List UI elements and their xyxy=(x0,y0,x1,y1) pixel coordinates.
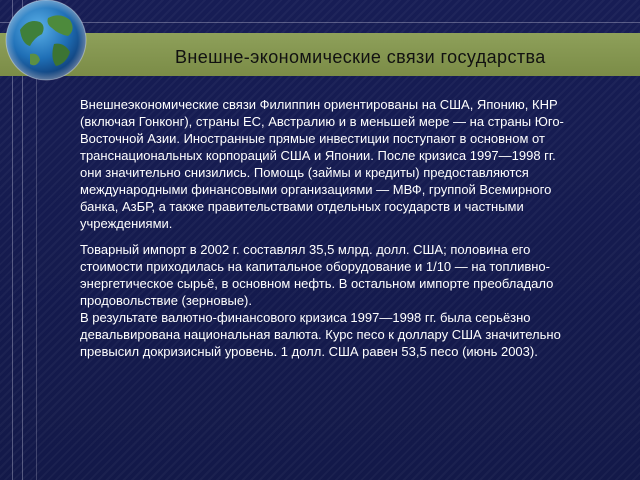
slide-body xyxy=(80,96,580,360)
slide-title: Внешне-экономические связи государства xyxy=(175,47,546,67)
paragraph-currency: В результате валютно-финансового кризиса 1997—1998 гг. была серьёзно девальвирована национальная валюта. Курс песо к доллару США значительно превысил докризисный уровень. 1 долл. США равен 53,5 песо (июнь 2003). xyxy=(80,310,561,359)
paragraph-imports: Товарный импорт в 2002 г. составлял 35,5 млрд. долл. США; половина его стоимости приходилась на капитальное оборудование и 1/10 — на топливно-энергетическое сырьё, в основном нефть. В остальном импорте преобладало продовольствие (зерновые). xyxy=(80,242,554,308)
paragraph-foreign-relations: Внешнеэкономические связи Филиппин ориентированы на США, Японию, КНР (включая Гонконг), страны ЕС, Австралию и в меньшей мере — на страны Юго-Восточной Азии. Иностранные прямые инвестиции поступают в основном от транснациональных корпораций США и Японии. После кризиса 1997—1998 гг. они значительно снизились. Помощь (займы и кредиты) предоставляются международными финансовыми организациями — МВФ, группой Всемирного банка, АзБР, а также правительствами отдельных государств и частными учреждениями. xyxy=(80,97,564,231)
globe-icon xyxy=(0,0,100,88)
